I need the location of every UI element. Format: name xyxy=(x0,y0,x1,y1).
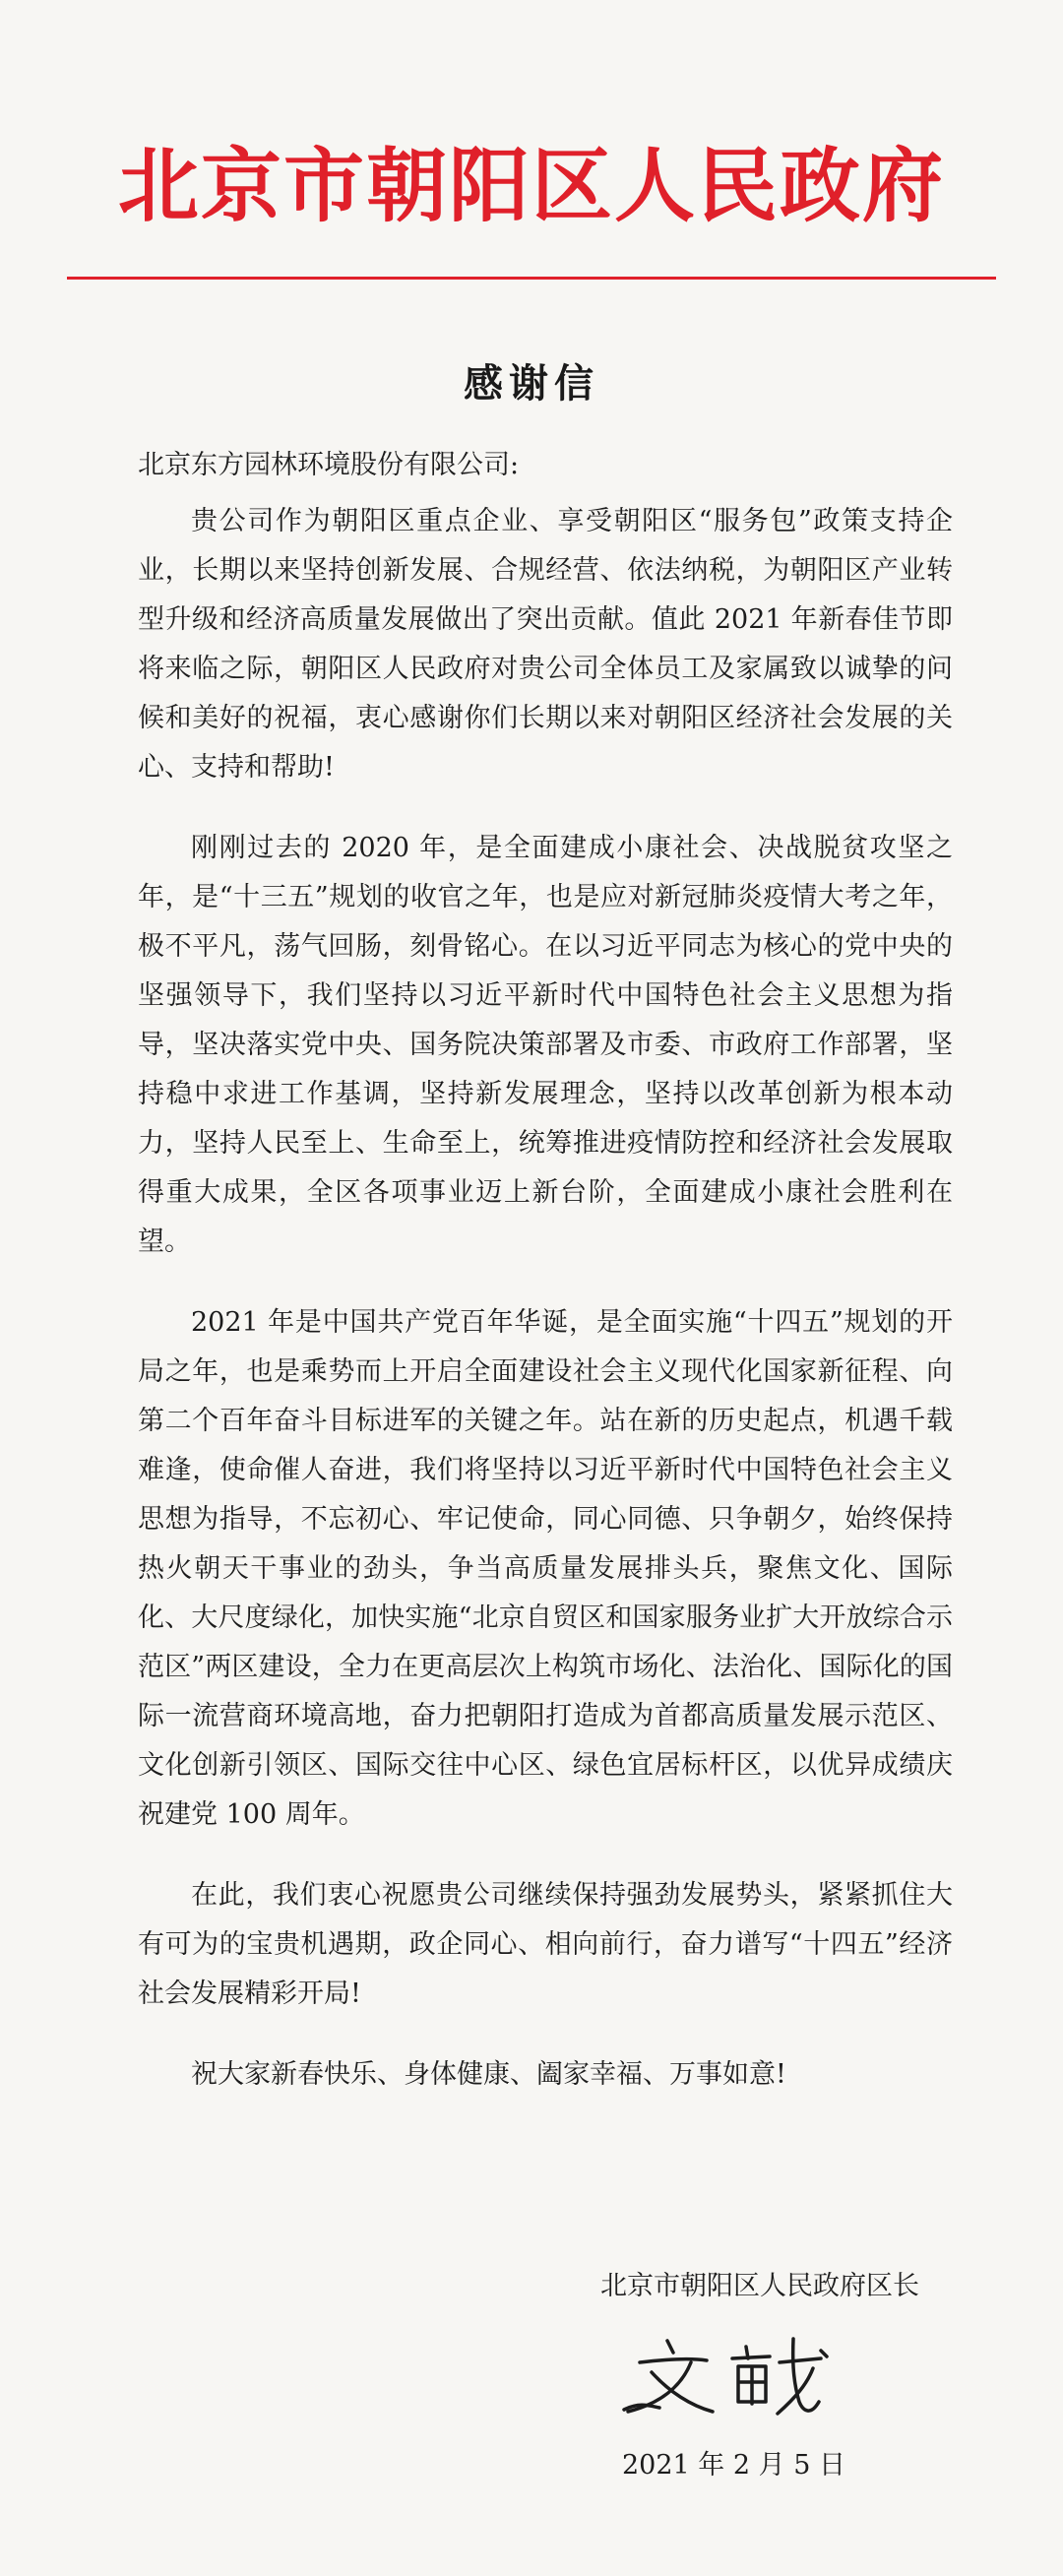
body-paragraph: 刚刚过去的 2020 年，是全面建成小康社会、决战脱贫攻坚之年，是“十三五”规划的收官之年，也是应对新冠肺炎疫情大考之年，极不平凡，荡气回肠，刻骨铭心。在以习近平同志为核心的党中央的坚强领导下，我们坚持以习近平新时代中国特色社会主义思想为指导，坚决落实党中央、国务院决策部署及市委、市政府工作部署，坚持稳中求进工作基调，坚持新发展理念，坚持以改革创新为根本动力，坚持人民至上、生命至上，统筹推进疫情防控和经济社会发展取得重大成果，全区各项事业迈上新台阶，全面建成小康社会胜利在望。 xyxy=(138,833,953,1257)
letterhead-red-rule xyxy=(67,277,996,280)
letter-date: 2021 年 2 月 5 日 xyxy=(622,2450,845,2481)
salutation: 北京东方园林环境股份有限公司: xyxy=(138,450,520,480)
body-paragraph: 祝大家新春快乐、身体健康、阖家幸福、万事如意! xyxy=(191,2059,786,2090)
handwritten-signature xyxy=(610,2333,846,2426)
body-paragraph: 2021 年是中国共产党百年华诞，是全面实施“十四五”规划的开局之年，也是乘势而上开启全面建设社会主义现代化国家新征程、向第二个百年奋斗目标进军的关键之年。站在新的历史起点，机遇千载难逢，使命催人奋进，我们将坚持以习近平新时代中国特色社会主义思想为指导，不忘初心、牢记使命，同心同德、只争朝夕，始终保持热火朝天干事业的劲头，争当高质量发展排头兵，聚焦文化、国际化、大尺度绿化，加快实施“北京自贸区和国家服务业扩大开放综合示范区”两区建设，全力在更高层次上构筑市场化、法治化、国际化的国际一流营商环境高地，奋力把朝阳打造成为首都高质量发展示范区、文化创新引领区、国际交往中心区、绿色宜居标杆区，以优异成绩庆祝建党 100 周年。 xyxy=(138,1307,953,1830)
body-paragraph: 贵公司作为朝阳区重点企业、享受朝阳区“服务包”政策支持企业，长期以来坚持创新发展、合规经营、依法纳税，为朝阳区产业转型升级和经济高质量发展做出了突出贡献。值此 2021 年新春佳节即将来临之际，朝阳区人民政府对贵公司全体员工及家属致以诚挚的问候和美好的祝福，衷心感谢你们长期以来对朝阳区经济社会发展的关心、支持和帮助! xyxy=(138,506,953,783)
signer-title: 北京市朝阳区人民政府区长 xyxy=(600,2271,919,2301)
body-paragraph: 在此，我们衷心祝愿贵公司继续保持强劲发展势头，紧紧抓住大有可为的宝贵机遇期，政企同心、相向前行，奋力谱写“十四五”经济社会发展精彩开局! xyxy=(138,1880,953,2009)
letter-body xyxy=(138,497,953,2131)
document-title: 感谢信 xyxy=(464,360,599,407)
letterhead: 北京市朝阳区人民政府 xyxy=(117,140,945,233)
